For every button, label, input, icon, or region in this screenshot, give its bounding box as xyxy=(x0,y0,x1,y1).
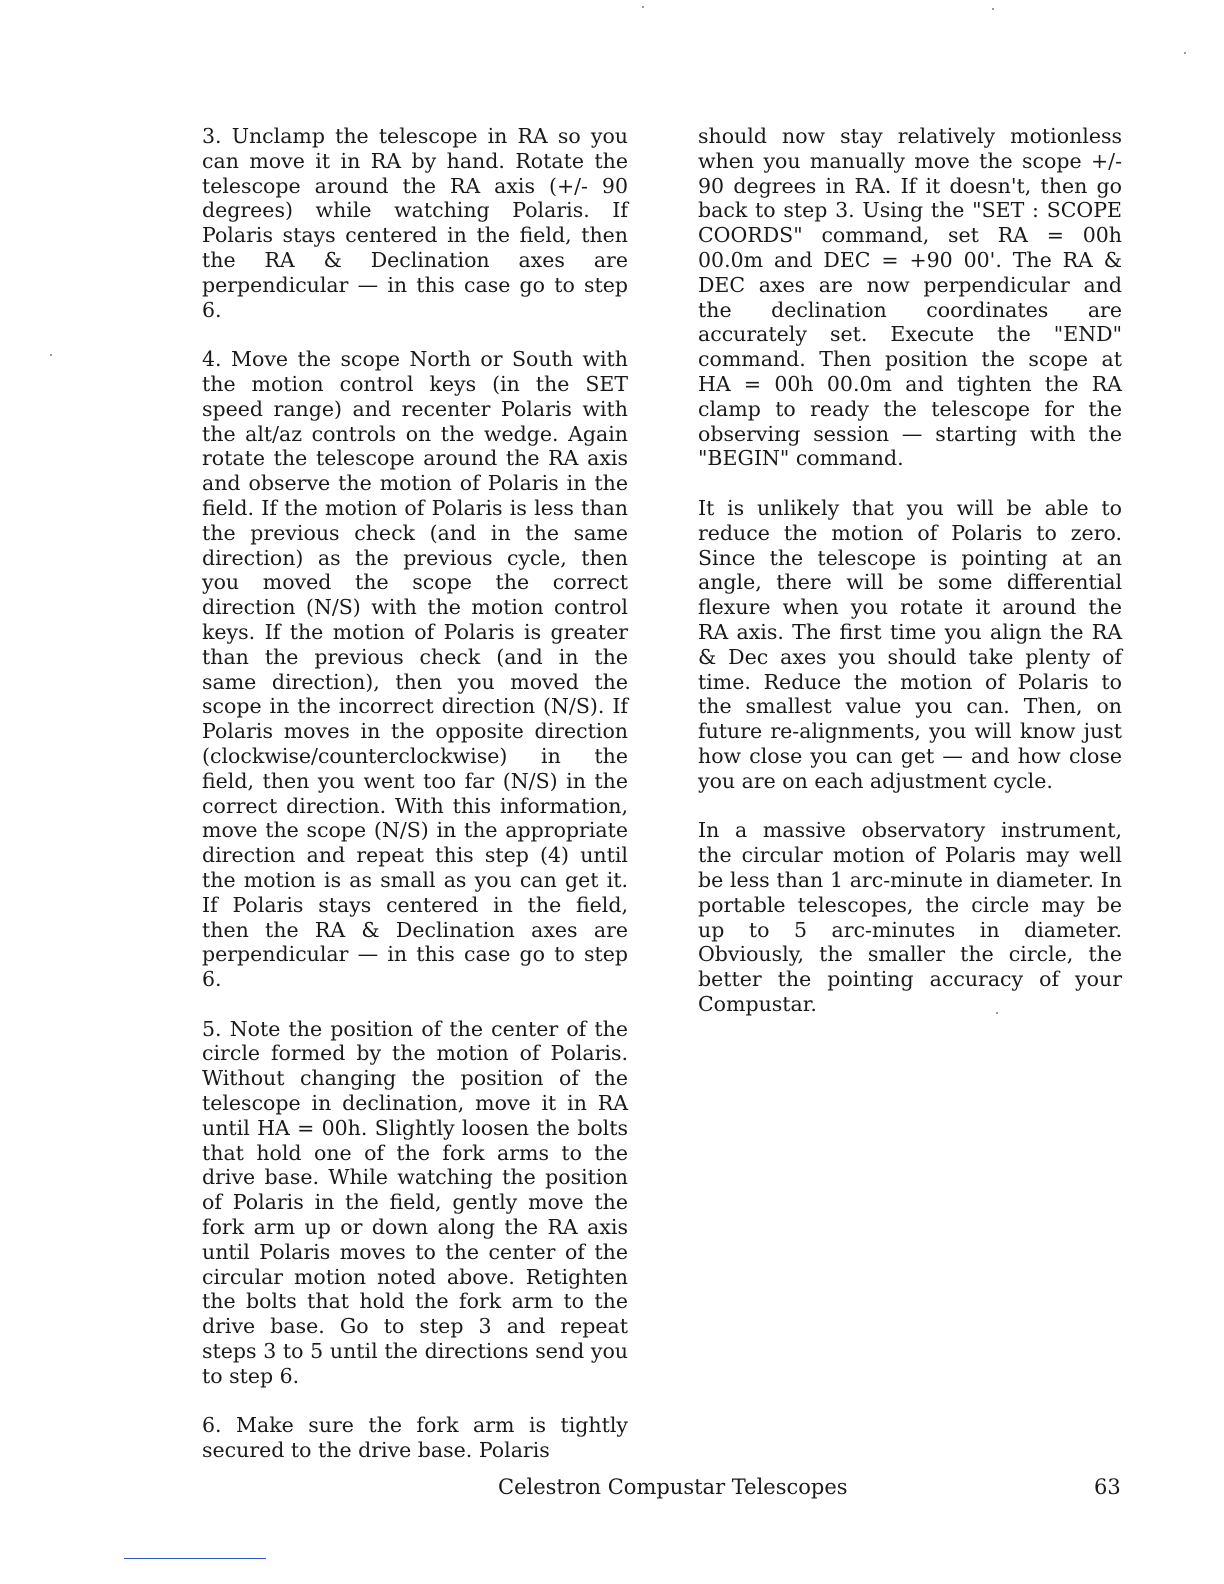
left-column xyxy=(202,124,628,1488)
scan-speck xyxy=(992,8,994,10)
page-number: 63 xyxy=(1094,1475,1121,1499)
scan-speck xyxy=(642,6,644,8)
paragraph-polaris-motion: It is unlikely that you will be able to reduce the motion of Polaris to zero. Since the telescope is pointing at an angle, there will be some differential flexure when you rotate it around the RA axis. The first time you align the RA & Dec axes you should take plenty of time. Reduce the motion of Polaris to the smallest value you can. Then, on future re-alignments, you will know just how close you can get — and how close you are on each adjustment cycle. xyxy=(698,495,1122,793)
paragraph-step-4: 4. Move the scope North or South with the motion control keys (in the SET speed range) and recenter Polaris with the alt/az controls on the wedge. Again rotate the telescope around the RA axis and observe the motion of Polaris in the field. If the motion of Polaris is less than the previous check (and in the same direction) as the previous cycle, then you moved the scope the correct direction (N/S) with the motion control keys. If the motion of Polaris is greater than the previous check (and in the same direction), then you moved the scope in the incorrect direction (N/S). If Polaris moves in the opposite direction (clockwise/counterclockwise) in the field, then you went too far (N/S) in the correct direction. With this information, move the scope (N/S) in the appropriate direction and repeat this step (4) until the motion is as small as you can get it. If Polaris stays centered in the field, then the RA & Declination axes are perpendicular — in this case go to step 6. xyxy=(202,347,628,992)
paragraph-step-6: 6. Make sure the fork arm is tightly secured to the drive base. Polaris xyxy=(202,1413,628,1463)
paragraph-observatory-instrument: In a massive observatory instrument, the circular motion of Polaris may well be less than 1 arc-minute in diameter. In portable telescopes, the circle may be up to 5 arc-minutes in diameter. Obviously, the smaller the circle, the better the pointing accuracy of your Compustar. xyxy=(698,818,1122,1016)
footer-title: Celestron Compustar Telescopes xyxy=(498,1475,848,1499)
paragraph-step-6-continued: should now stay relatively motionless when you manually move the scope +/- 90 degrees in RA. If it doesn't, then go back to step 3. Using the "SET : SCOPE COORDS" command, set RA = 00h 00.0m and DEC = +90 00'. The RA & DEC axes are now perpendicular and the declination coordinates are accurately set. Execute the "END" command. Then position the scope at HA = 00h 00.0m and tighten the RA clamp to ready the telescope for the observing session — starting with the "BEGIN" command. xyxy=(698,124,1122,471)
scan-speck xyxy=(996,1012,998,1014)
paragraph-step-5: 5. Note the position of the center of the circle formed by the motion of Polaris. Without changing the position of the telescope in declination, move it in RA until HA = 00h. Slightly loosen the bolts that hold one of the fork arms to the drive base. While watching the position of Polaris in the field, gently move the fork arm up or down along the RA axis until Polaris moves to the center of the circular motion noted above. Retighten the bolts that hold the fork arm to the drive base. Go to step 3 and repeat steps 3 to 5 until the directions send you to step 6. xyxy=(202,1016,628,1388)
scan-speck xyxy=(50,354,52,356)
scan-speck xyxy=(1184,52,1186,54)
right-column xyxy=(698,124,1122,1041)
bottom-rule xyxy=(124,1558,266,1559)
paragraph-step-3: 3. Unclamp the telescope in RA so you can move it in RA by hand. Rotate the telescope around the RA axis (+/- 90 degrees) while watching Polaris. If Polaris stays centered in the field, then the RA & Declination axes are perpendicular — in this case go to step 6. xyxy=(202,124,628,322)
